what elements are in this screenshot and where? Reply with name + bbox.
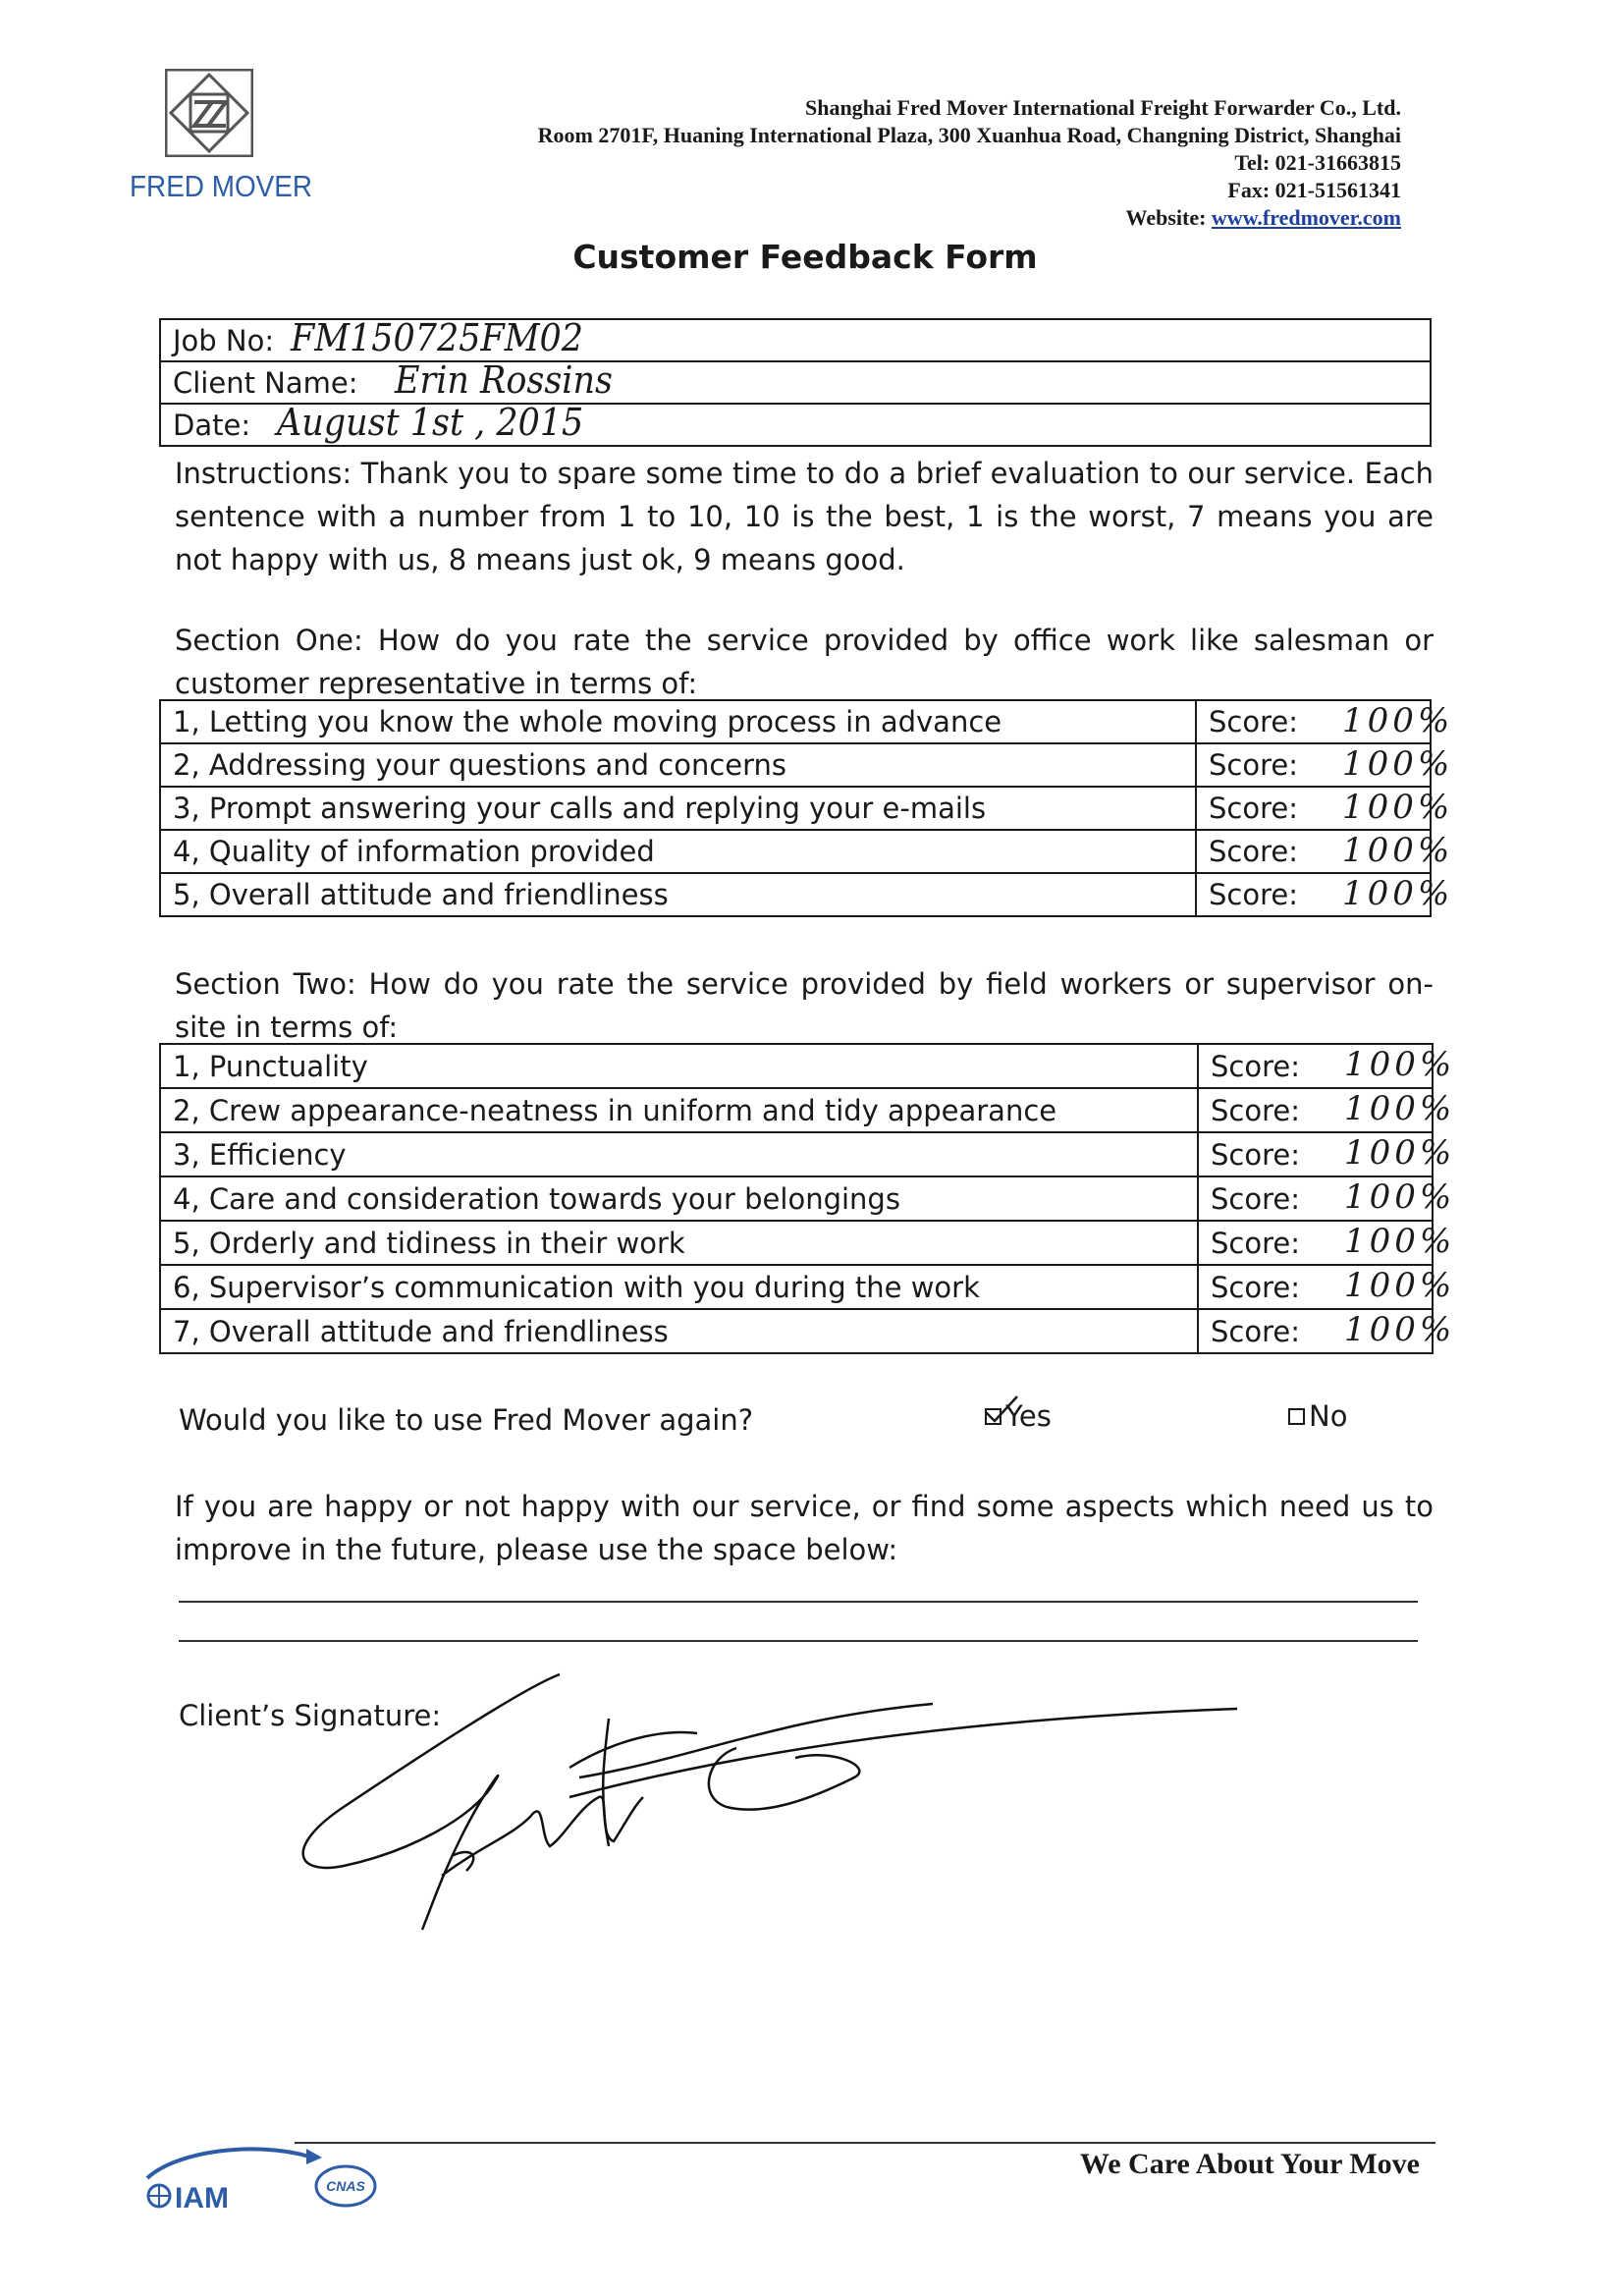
criterion-label: 4, Quality of information provided [160,830,1196,873]
improve-instructions: If you are happy or not happy with our service, or find some aspects which need us to improve in the future, please use the space below: [175,1490,1434,1566]
score-cell [1196,830,1454,873]
score-cell [1198,1265,1456,1309]
score-value: 100% [1344,1222,1456,1261]
criterion-label: 2, Crew appearance-neatness in uniform and tidy appearance [160,1088,1198,1132]
criterion-label: 4, Care and consideration towards your belongings [160,1176,1198,1221]
table-row [160,1044,1433,1088]
company-name: Shanghai Fred Mover International Freight Forwarder Co., Ltd. [804,95,1401,120]
website-label: Website: [1125,205,1212,230]
score-label: Score: [1209,748,1298,782]
job-no-cell [160,316,1431,361]
score-value: 100% [1342,744,1454,784]
accreditation-logos [137,2141,393,2219]
signature-label: Client’s Signature: [179,1699,442,1732]
date-row [160,404,1431,446]
section-one-heading: Section One: How do you rate the service provided by office work like salesman or customer representative in terms of: [175,624,1434,700]
check-mark-icon [983,1394,1020,1424]
score-value: 100% [1342,874,1454,913]
criterion-label: 3, Prompt answering your calls and replying your e-mails [160,787,1196,830]
fred-mover-logo [165,69,253,157]
use-again-question: Would you like to use Fred Mover again? [179,1403,754,1437]
table-row [160,1088,1433,1132]
date-value: August 1st , 2015 [277,401,584,444]
table-row [160,830,1431,873]
comment-line[interactable] [179,1601,1418,1603]
date-cell [160,401,1431,446]
criterion-label: 2, Addressing your questions and concerns [160,743,1196,787]
company-website [538,204,1401,232]
score-cell [1196,787,1454,830]
score-label: Score: [1211,1049,1300,1083]
job-no-value: FM150725FM02 [291,316,584,359]
job-no-row [160,319,1431,361]
score-cell [1198,1132,1456,1176]
criterion-label: 1, Punctuality [160,1044,1198,1088]
table-row [160,700,1431,743]
score-label: Score: [1211,1137,1300,1172]
criterion-label: 5, Overall attitude and friendliness [160,873,1196,916]
yes-checkbox[interactable] [985,1408,1001,1425]
score-label: Score: [1209,835,1298,868]
table-row [160,1176,1433,1221]
logo-text: FRED MOVER [130,169,313,203]
score-cell [1198,1176,1456,1221]
score-value: 100% [1344,1089,1456,1128]
client-name-label: Client Name: [173,365,358,400]
score-value: 100% [1344,1266,1456,1305]
criterion-label: 1, Letting you know the whole moving process in advance [160,700,1196,743]
iam-logo-text: IAM [175,2182,229,2214]
job-info-table [159,318,1432,447]
score-cell [1198,1088,1456,1132]
comment-line[interactable] [179,1640,1418,1642]
score-label: Score: [1211,1270,1300,1304]
score-value: 100% [1344,1045,1456,1084]
score-value: 100% [1342,788,1454,827]
score-label: Score: [1211,1314,1300,1348]
criterion-label: 5, Orderly and tidiness in their work [160,1221,1198,1265]
score-cell [1196,873,1454,916]
section-two-table [159,1043,1456,1354]
criterion-label: 3, Efficiency [160,1132,1198,1176]
table-row [160,1132,1433,1176]
table-row [160,873,1431,916]
company-address: Room 2701F, Huaning International Plaza, 300 Xuanhua Road, Changning District, Shanghai [537,123,1401,147]
score-cell [1198,1044,1456,1088]
client-name-value: Erin Rossins [395,358,613,402]
score-value: 100% [1342,701,1454,740]
yes-option[interactable] [985,1399,1052,1433]
score-value: 100% [1344,1133,1456,1173]
yes-label: Yes [1005,1399,1052,1433]
footer-divider [295,2142,1435,2144]
score-cell [1198,1309,1456,1353]
score-value: 100% [1344,1177,1456,1217]
score-label: Score: [1209,878,1298,911]
table-row [160,1221,1433,1265]
score-label: Score: [1209,792,1298,825]
score-cell [1198,1221,1456,1265]
client-name-row [160,361,1431,404]
criterion-label: 7, Overall attitude and friendliness [160,1309,1198,1353]
no-label: No [1309,1399,1348,1433]
score-label: Score: [1209,705,1298,738]
instructions-text: Instructions: Thank you to spare some time to do a brief evaluation to our service. Each sentence with a number from 1 to 10, 10 is the best, 1 is the worst, 7 means you are not happy with us, 8 means just ok, 9 means good. [175,457,1434,576]
company-info [538,94,1401,232]
score-label: Score: [1211,1226,1300,1260]
score-label: Score: [1211,1181,1300,1216]
cnas-logo-text: CNAS [326,2178,365,2194]
score-cell [1196,743,1454,787]
form-title: Customer Feedback Form [572,238,1038,276]
company-tel: Tel: 021-31663815 [1234,150,1401,175]
client-signature [285,1650,1257,1944]
table-row [160,743,1431,787]
footer-slogan: We Care About Your Move [1079,2148,1420,2180]
section-two-heading: Section Two: How do you rate the service provided by field workers or supervisor on-site in terms of: [175,967,1434,1044]
no-option[interactable] [1288,1399,1347,1433]
score-value: 100% [1342,831,1454,870]
score-cell [1196,700,1454,743]
job-no-label: Job No: [173,323,275,357]
company-fax: Fax: 021-51561341 [1227,178,1401,202]
section-one-table [159,699,1454,917]
criterion-label: 6, Supervisor’s communication with you during the work [160,1265,1198,1309]
client-name-cell [160,358,1431,404]
table-row [160,1309,1433,1353]
table-row [160,787,1431,830]
date-label: Date: [173,408,251,442]
score-label: Score: [1211,1093,1300,1127]
table-row [160,1265,1433,1309]
score-value: 100% [1344,1310,1456,1349]
website-link[interactable]: www.fredmover.com [1211,205,1401,230]
no-checkbox[interactable] [1288,1408,1305,1425]
